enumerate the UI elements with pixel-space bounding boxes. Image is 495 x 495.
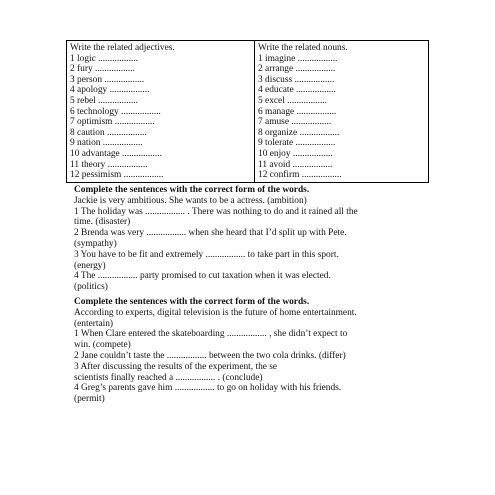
- exercise-line: time. (disaster): [74, 217, 131, 228]
- exercise-line: (sympathy): [74, 238, 117, 249]
- exercise-line: 2 Brenda was very ................. when she heard that I’d split up with Pete.: [74, 228, 347, 239]
- word-formation-table: [66, 40, 429, 183]
- adjectives-header: Write the related adjectives.: [70, 43, 175, 53]
- exercise-line: scientists finally reached a ................. . (conclude): [74, 372, 263, 383]
- nouns-header: Write the related nouns.: [258, 43, 348, 53]
- list-item: 3 person .................: [70, 74, 145, 85]
- list-item: 8 caution .................: [70, 127, 147, 138]
- list-item: 12 confirm .................: [258, 170, 342, 181]
- exercise-2-title: Complete the sentences with the correct form of the words.: [74, 297, 310, 307]
- adjectives-column: [67, 41, 255, 183]
- list-item: 4 apology .................: [70, 85, 150, 96]
- list-item: 2 fury .................: [70, 64, 135, 75]
- list-item: 1 logic .................: [70, 53, 138, 64]
- exercise-1-title: Complete the sentences with the correct form of the words.: [74, 185, 310, 195]
- exercise-line: (entertain): [74, 318, 114, 329]
- list-item: 6 technology .................: [70, 106, 161, 117]
- exercise-line: 2 Jane couldn’t taste the ................. between the two cola drinks. (differ): [74, 350, 346, 361]
- list-item: 6 manage .................: [258, 106, 337, 117]
- list-item: 9 nation .................: [70, 138, 143, 149]
- list-item: 2 arrange .................: [258, 64, 336, 75]
- exercise-line: According to experts, digital television is the future of home entertainment.: [74, 307, 357, 318]
- list-item: 1 imagine .................: [258, 53, 338, 64]
- exercise-line: 1 When Clare entered the skateboarding ................. , she didn’t expect to: [74, 329, 348, 340]
- list-item: 8 organize .................: [258, 127, 340, 138]
- exercise-line: (politics): [74, 282, 108, 293]
- exercise-line: (permit): [74, 394, 105, 405]
- exercise-line: 1 The holiday was ................. . There was nothing to do and it rained all the: [74, 206, 358, 217]
- list-item: 12 pessimism .................: [70, 170, 164, 181]
- list-item: 10 enjoy .................: [258, 148, 333, 159]
- exercise-line: (energy): [74, 260, 106, 271]
- exercise-line: Jackie is very ambitious. She wants to be a actress. (ambition): [74, 195, 307, 206]
- list-item: 7 optimism .................: [70, 117, 155, 128]
- exercise-line: 3 You have to be fit and extremely ................. to take part in this sport.: [74, 249, 339, 260]
- list-item: 10 advantage .................: [70, 148, 162, 159]
- list-item: 7 amuse .................: [258, 117, 332, 128]
- exercise-line: win. (compete): [74, 340, 131, 351]
- list-item: 5 excel .................: [258, 95, 327, 106]
- exercise-1: [74, 185, 424, 293]
- table-row: [67, 41, 429, 183]
- list-item: 3 discuss .................: [258, 74, 335, 85]
- list-item: 5 rebel .................: [70, 95, 138, 106]
- exercise-line: 4 The ................. party promised to cut taxation when it was elected.: [74, 271, 331, 282]
- list-item: 11 theory .................: [70, 159, 148, 170]
- exercise-2: [74, 297, 424, 405]
- exercise-line: 3 After discussing the results of the experiment, the se: [74, 361, 278, 372]
- list-item: 4 educate .................: [258, 85, 336, 96]
- list-item: 11 avoid .................: [258, 159, 333, 170]
- exercise-line: 4 Greg’s parents gave him ................. to go on holiday with his friends.: [74, 383, 342, 394]
- list-item: 9 tolerate .................: [258, 138, 336, 149]
- nouns-column: [255, 41, 429, 183]
